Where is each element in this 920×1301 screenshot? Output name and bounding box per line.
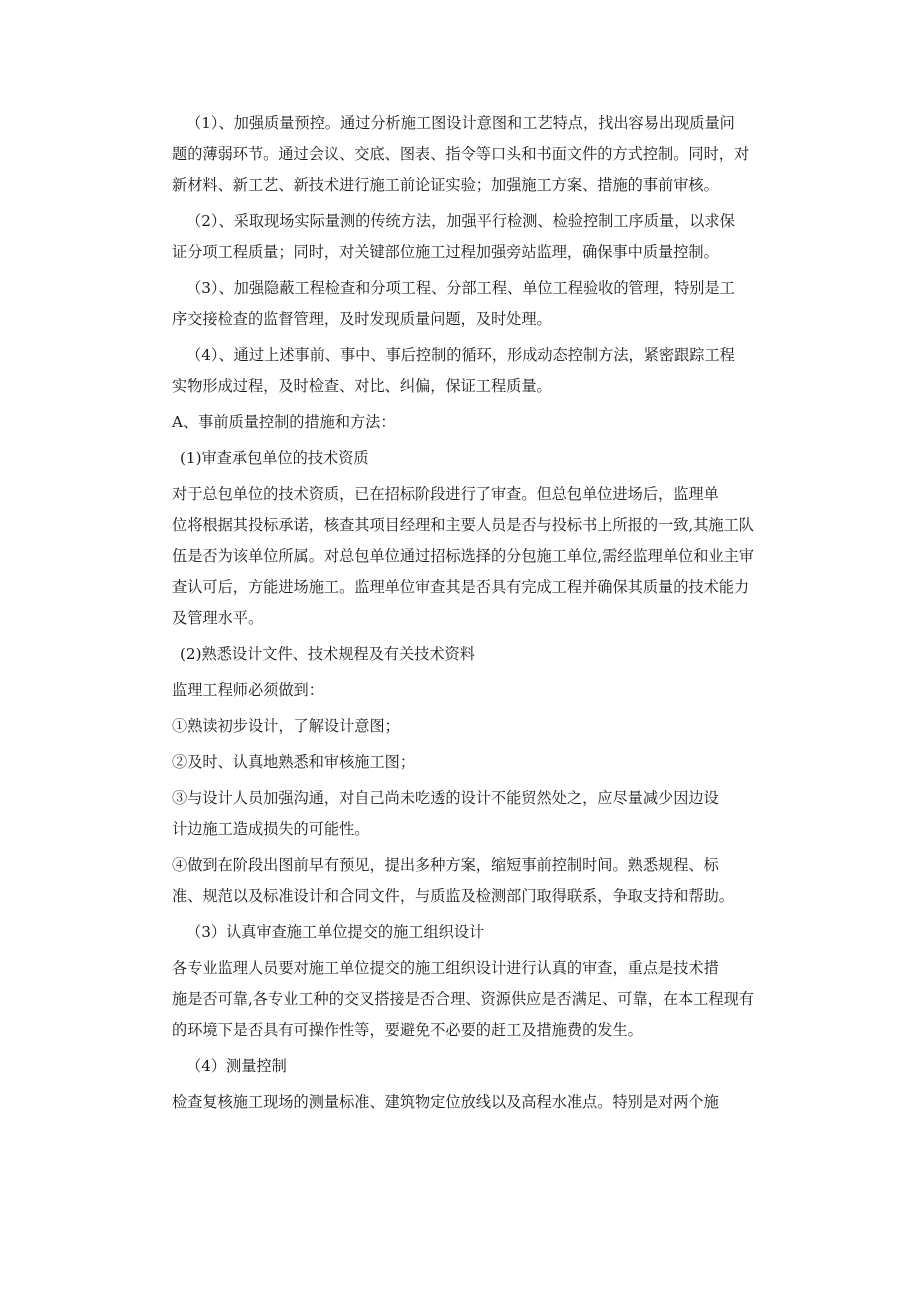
paragraph-contractor-qualification: [172, 479, 797, 634]
text-line: 伍是否为该单位所属。对总包单位通过招标选择的分包施工单位,需经监理单位和业主审: [172, 547, 754, 565]
text-line: 查认可后，方能进场施工。监理单位审查其是否具有完成工程并确保其质量的技术能力: [172, 578, 750, 596]
text-line: （1）、加强质量预控。通过分析施工图设计意图和工艺特点，找出容易出现质量问: [186, 114, 735, 132]
text-line: 检查复核施工现场的测量标准、建筑物定位放线以及高程水准点。特别是对两个施: [172, 1093, 719, 1111]
text-line: （2）、采取现场实际量测的传统方法，加强平行检测、检验控制工序质量，以求保: [186, 212, 735, 230]
text-line: 监理工程师必须做到：: [172, 681, 324, 699]
text-line: 施是否可靠,各专业工种的交叉搭接是否合理、资源供应是否满足、可靠，在本工程现有: [172, 990, 754, 1008]
heading-line: (1)审查承包单位的技术资质: [180, 449, 369, 467]
paragraph-construction-plan: [172, 953, 797, 1046]
text-line: 实物形成过程，及时检查、对比、纠偏，保证工程质量。: [172, 377, 552, 395]
text-line: 的环境下是否具有可操作性等，要避免不必要的赶工及措施费的发生。: [172, 1021, 643, 1039]
document-body: [172, 108, 797, 1118]
text-line: 各专业监理人员要对施工单位提交的施工组织设计进行认真的审查，重点是技术措: [172, 959, 719, 977]
text-line: ②及时、认真地熟悉和审核施工图；: [172, 753, 415, 771]
text-line: 计边施工造成损失的可能性。: [172, 820, 370, 838]
text-line: 准、规范以及标准设计和合同文件，与质监及检测部门取得联系，争取支持和帮助。: [172, 887, 734, 905]
paragraph-field-measurement: [172, 206, 797, 268]
list-item-3: [172, 783, 797, 845]
text-line: （3）、加强隐蔽工程检查和分项工程、分部工程、单位工程验收的管理，特别是工: [186, 279, 735, 297]
paragraph-concealed-works: [172, 273, 797, 335]
text-line: （4）、通过上述事前、事中、事后控制的循环，形成动态控制方法，紧密跟踪工程: [186, 346, 735, 364]
subheading-survey-control: [172, 1051, 797, 1082]
text-line: 序交接检查的监督管理，及时发现质量问题，及时处理。: [172, 310, 552, 328]
paragraph-dynamic-control: [172, 340, 797, 402]
text-line: ③与设计人员加强沟通，对自己尚未吃透的设计不能贸然处之，应尽量减少因边设: [172, 789, 719, 807]
subheading-contractor-qualification: [172, 443, 797, 474]
paragraph-survey-control: [172, 1087, 797, 1118]
text-line: 对于总包单位的技术资质，已在招标阶段进行了审查。但总包单位进场后，监理单: [172, 485, 719, 503]
paragraph-engineer-must: [172, 675, 797, 706]
text-line: 位将根据其投标承诺，核查其项目经理和主要人员是否与投标书上所报的一致,其施工队: [172, 516, 754, 534]
text-line: 题的薄弱环节。通过会议、交底、图表、指令等口头和书面文件的方式控制。同时，对: [172, 145, 750, 163]
text-line: 证分项工程质量；同时，对关键部位施工过程加强旁站监理，确保事中质量控制。: [172, 243, 719, 261]
text-line: 新材料、新工艺、新技术进行施工前论证实验；加强施工方案、措施的事前审核。: [172, 176, 719, 194]
section-heading-a: [172, 407, 797, 438]
text-line: ④做到在阶段出图前早有预见，提出多种方案，缩短事前控制时间。熟悉规程、标: [172, 856, 719, 874]
text-line: 及管理水平。: [172, 609, 264, 627]
list-item-4: [172, 850, 797, 912]
heading-line: （3）认真审查施工单位提交的施工组织设计: [186, 923, 485, 941]
paragraph-quality-precontrol: [172, 108, 797, 201]
heading-line: A、事前质量控制的措施和方法：: [172, 413, 396, 431]
heading-line: (2)熟悉设计文件、技术规程及有关技术资料: [180, 645, 475, 663]
list-item-2: [172, 747, 797, 778]
subheading-design-documents: [172, 639, 797, 670]
list-item-1: [172, 711, 797, 742]
subheading-construction-plan: [172, 917, 797, 948]
text-line: ①熟读初步设计，了解设计意图；: [172, 717, 400, 735]
heading-line: （4）测量控制: [186, 1057, 287, 1075]
